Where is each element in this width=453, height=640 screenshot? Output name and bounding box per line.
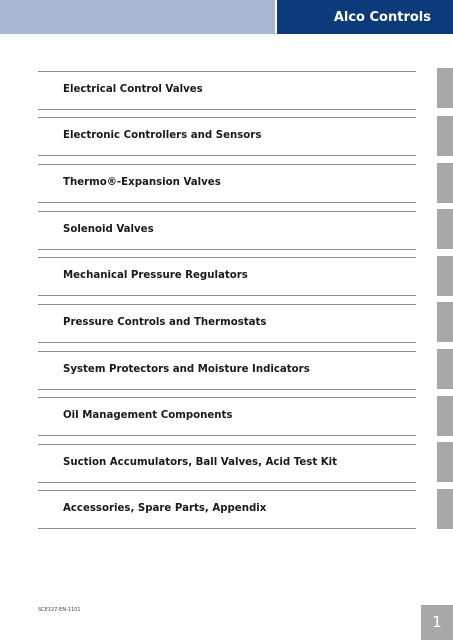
divider	[38, 397, 416, 398]
toc-item-label[interactable]: Pressure Controls and Thermostats	[63, 317, 267, 328]
section-tab-2[interactable]	[437, 116, 453, 156]
divider	[38, 435, 416, 436]
divider	[38, 444, 416, 445]
divider	[38, 304, 416, 305]
toc-item-accessories[interactable]	[0, 490, 453, 530]
brand-name: Alco Controls	[333, 10, 431, 25]
divider	[38, 164, 416, 165]
toc-item-solenoid-valves[interactable]	[0, 211, 453, 251]
section-tab-8[interactable]	[437, 396, 453, 436]
section-tab-10[interactable]	[437, 489, 453, 529]
divider	[38, 117, 416, 118]
divider	[38, 71, 416, 72]
section-tab-4[interactable]	[437, 209, 453, 249]
divider	[38, 109, 416, 110]
section-tab-7[interactable]	[437, 349, 453, 389]
section-tab-1[interactable]	[437, 68, 453, 108]
section-tab-6[interactable]	[437, 302, 453, 342]
toc-item-label[interactable]: Accessories, Spare Parts, Appendix	[63, 503, 267, 514]
divider	[38, 389, 416, 390]
page-number: 1	[432, 613, 442, 631]
toc-item-label[interactable]: Oil Management Components	[63, 410, 233, 421]
toc-item-electronic-controllers[interactable]	[0, 117, 453, 157]
divider	[38, 257, 416, 258]
section-tab-9[interactable]	[437, 442, 453, 482]
divider	[38, 482, 416, 483]
toc-item-mechanical-pressure-regulators[interactable]	[0, 257, 453, 297]
toc-item-label[interactable]: Solenoid Valves	[63, 224, 154, 235]
divider	[38, 155, 416, 156]
toc-item-label[interactable]: Electronic Controllers and Sensors	[63, 130, 262, 141]
divider	[38, 202, 416, 203]
toc-item-thermo-expansion-valves[interactable]	[0, 164, 453, 204]
divider	[38, 249, 416, 250]
toc-item-label[interactable]: Electrical Control Valves	[63, 84, 203, 95]
divider	[38, 342, 416, 343]
section-tab-5[interactable]	[437, 256, 453, 296]
toc-item-oil-management[interactable]	[0, 397, 453, 437]
divider	[38, 490, 416, 491]
toc-item-label[interactable]: Suction Accumulators, Ball Valves, Acid Test Kit	[63, 457, 338, 468]
divider	[38, 528, 416, 529]
divider	[38, 211, 416, 212]
toc-item-label[interactable]: Thermo®-Expansion Valves	[63, 177, 221, 188]
document-code: SCE127-EN-1101	[38, 607, 81, 613]
toc-item-label[interactable]: System Protectors and Moisture Indicators	[63, 364, 310, 375]
section-tab-3[interactable]	[437, 163, 453, 203]
toc-item-label[interactable]: Mechanical Pressure Regulators	[63, 270, 248, 281]
toc-item-system-protectors[interactable]	[0, 351, 453, 391]
page-number-box	[421, 605, 453, 640]
toc-item-electrical-control-valves[interactable]	[0, 71, 453, 111]
toc-item-pressure-controls[interactable]	[0, 304, 453, 344]
divider	[38, 351, 416, 352]
divider	[38, 295, 416, 296]
toc-item-suction-accumulators[interactable]	[0, 444, 453, 484]
